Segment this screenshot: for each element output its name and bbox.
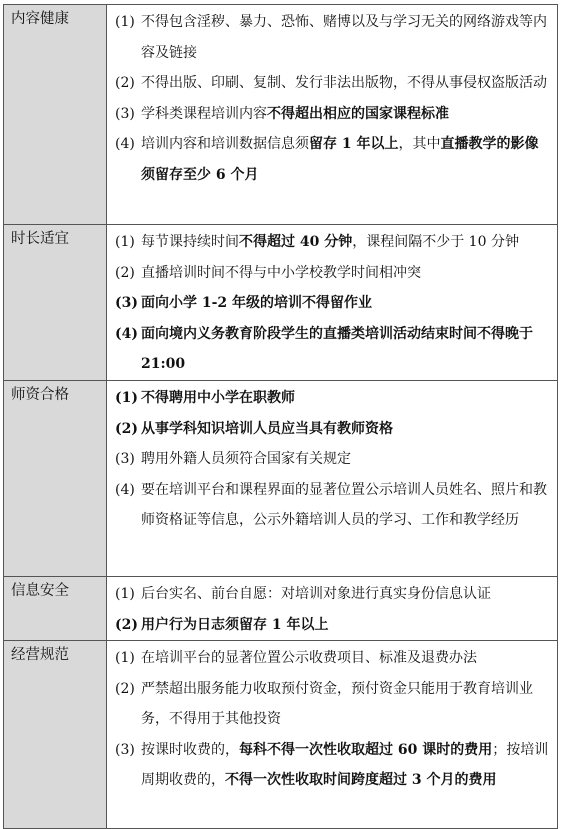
rule-item bbox=[115, 258, 551, 289]
category-label: 经营规范 bbox=[4, 641, 107, 829]
rule-text-segment: 按课时收费的， bbox=[141, 741, 239, 758]
rule-text bbox=[141, 383, 551, 414]
rule-text bbox=[141, 735, 551, 796]
rule-item bbox=[115, 579, 551, 610]
rule-text-emphasis: 面向境内义务教育阶段学生的直播类培训活动结束时间不得晚于 21:00 bbox=[141, 325, 533, 372]
rule-item bbox=[115, 99, 551, 130]
rule-text-emphasis: 面向小学 1-2 年级的培训不得留作业 bbox=[141, 295, 373, 311]
rule-text-emphasis: 用户行为日志须留存 1 年以上 bbox=[141, 616, 329, 633]
category-label: 师资合格 bbox=[4, 381, 107, 577]
rule-item bbox=[115, 674, 551, 735]
rule-item bbox=[115, 735, 551, 796]
rule-text-segment: ；按培训周期收费的， bbox=[141, 741, 549, 788]
rule-text bbox=[141, 319, 551, 380]
rule-text-segment: 聘用外籍人员须符合国家有关规定 bbox=[141, 451, 351, 467]
rule-item bbox=[115, 444, 551, 475]
rule-item bbox=[115, 610, 551, 641]
rule-number: (2) bbox=[115, 75, 135, 91]
rule-text-segment: 学科类课程培训内容 bbox=[141, 105, 267, 122]
rule-text-segment: 不得包含淫秽、暴力、恐怖、赌博以及与学习无关的网络游戏等内容及链接 bbox=[141, 14, 547, 61]
rule-number: (1) bbox=[115, 390, 138, 406]
rule-item bbox=[115, 227, 551, 258]
rule-number: (2) bbox=[115, 420, 138, 437]
rule-text-emphasis: 不得聘用中小学在职教师 bbox=[141, 390, 295, 406]
rule-text bbox=[141, 643, 551, 674]
rule-text-segment: 不得出版、印刷、复制、发行非法出版物，不得从事侵权盗版活动 bbox=[141, 75, 547, 91]
rule-item bbox=[115, 475, 551, 536]
category-label: 信息安全 bbox=[4, 577, 107, 641]
rule-list bbox=[107, 577, 558, 641]
rule-list bbox=[107, 225, 558, 381]
rule-number: (3) bbox=[115, 741, 135, 758]
rule-number: (4) bbox=[115, 481, 135, 498]
rule-text bbox=[141, 258, 551, 289]
rule-item bbox=[115, 643, 551, 674]
category-row bbox=[4, 5, 558, 225]
rule-text bbox=[141, 7, 551, 68]
rule-text-segment: 每节课持续时间 bbox=[141, 234, 239, 250]
rule-text-segment: 在培训平台的显著位置公示收费项目、标准及退费办法 bbox=[141, 650, 477, 666]
rule-text bbox=[141, 674, 551, 735]
rule-text bbox=[141, 610, 551, 641]
category-label: 内容健康 bbox=[4, 5, 107, 225]
rule-text bbox=[141, 414, 551, 445]
rule-text-segment: 直播培训时间不得与中小学校教学时间相冲突 bbox=[141, 264, 421, 281]
rule-number: (1) bbox=[115, 650, 135, 666]
rules-table bbox=[3, 4, 558, 829]
rule-item bbox=[115, 7, 551, 68]
rule-number: (2) bbox=[115, 616, 138, 633]
rule-text-emphasis: 直播教学的影像须留存至少 6 个月 bbox=[141, 136, 539, 183]
rule-number: (1) bbox=[115, 14, 135, 30]
category-row bbox=[4, 577, 558, 641]
category-row bbox=[4, 225, 558, 381]
rule-text-segment: 要在培训平台和课程界面的显著位置公示培训人员姓名、照片和教师资格证等信息，公示外籍培训人员的学习、工作和教学经历 bbox=[141, 481, 547, 528]
rule-text bbox=[141, 288, 551, 319]
rule-text-segment: 培训内容和培训数据信息须 bbox=[141, 136, 309, 152]
rule-text-emphasis: 留存 1 年以上 bbox=[309, 136, 399, 152]
rule-item bbox=[115, 288, 551, 319]
rule-text-segment: ，课程间隔不少于 10 分钟 bbox=[352, 234, 519, 250]
rule-list bbox=[107, 5, 558, 225]
rule-text-emphasis: 从事学科知识培训人员应当具有教师资格 bbox=[141, 420, 393, 437]
rule-number: (4) bbox=[115, 325, 138, 342]
rule-number: (1) bbox=[115, 586, 135, 602]
rule-number: (3) bbox=[115, 451, 135, 467]
rule-number: (2) bbox=[115, 264, 135, 281]
category-label: 时长适宜 bbox=[4, 225, 107, 381]
rule-text bbox=[141, 129, 551, 190]
rule-text-segment: ，其中 bbox=[398, 136, 441, 152]
rule-text bbox=[141, 227, 551, 258]
rule-item bbox=[115, 68, 551, 99]
rule-text bbox=[141, 475, 551, 536]
category-row bbox=[4, 381, 558, 577]
rule-item bbox=[115, 414, 551, 445]
rule-text bbox=[141, 68, 551, 99]
rule-item bbox=[115, 383, 551, 414]
rule-text bbox=[141, 579, 551, 610]
rule-text-segment: 后台实名、前台自愿：对培训对象进行真实身份信息认证 bbox=[141, 586, 491, 602]
category-row bbox=[4, 641, 558, 829]
rule-text-emphasis: 不得超过 40 分钟 bbox=[239, 234, 353, 250]
rule-text-emphasis: 不得一次性收取时间跨度超过 3 个月的费用 bbox=[225, 772, 497, 788]
rule-item bbox=[115, 129, 551, 190]
rule-list bbox=[107, 641, 558, 829]
rule-list bbox=[107, 381, 558, 577]
rule-number: (1) bbox=[115, 234, 135, 250]
rule-number: (3) bbox=[115, 105, 135, 122]
rule-text-emphasis: 每科不得一次性收取超过 60 课时的费用 bbox=[239, 741, 493, 758]
rule-item bbox=[115, 319, 551, 380]
rule-text-emphasis: 不得超出相应的国家课程标准 bbox=[267, 105, 449, 122]
rule-text bbox=[141, 99, 551, 130]
rule-text bbox=[141, 444, 551, 475]
rule-number: (3) bbox=[115, 295, 138, 311]
rules-table-body bbox=[4, 5, 558, 829]
rule-number: (4) bbox=[115, 136, 135, 152]
rule-text-segment: 严禁超出服务能力收取预付资金，预付资金只能用于教育培训业务，不得用于其他投资 bbox=[141, 680, 533, 727]
rule-number: (2) bbox=[115, 680, 135, 697]
